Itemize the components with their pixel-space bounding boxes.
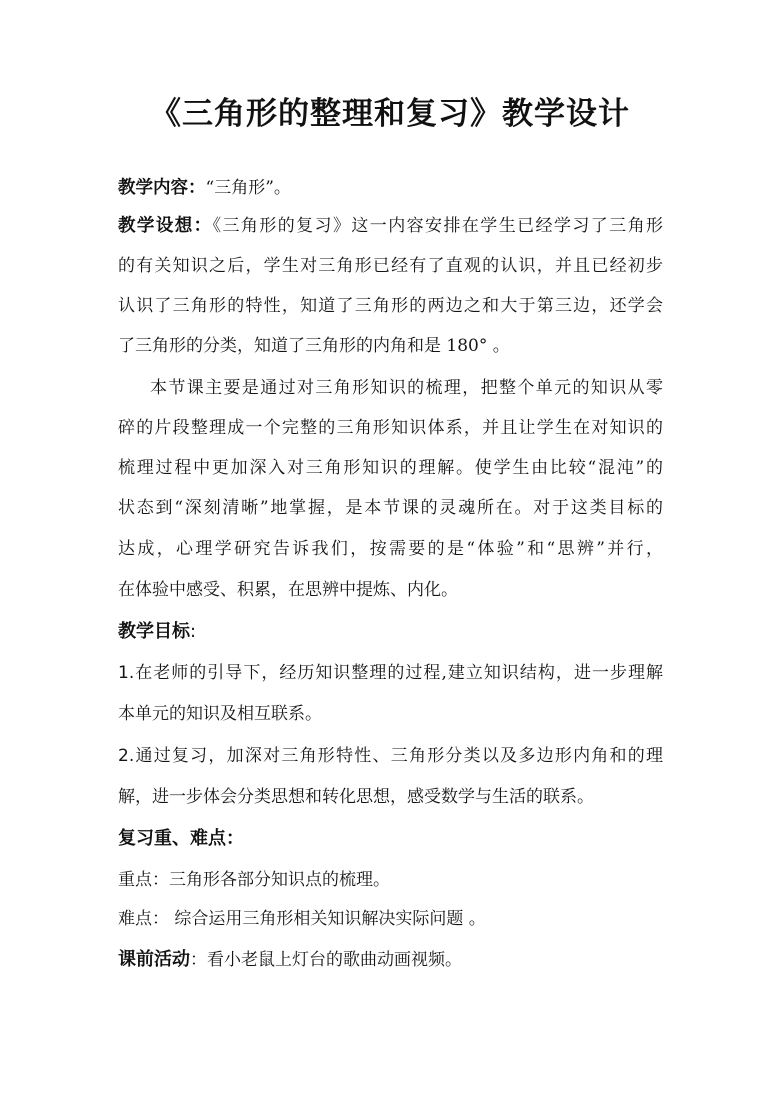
pre-class-activity-colon: ： bbox=[190, 950, 207, 970]
teaching-idea-line-4: 了三角形的分类，知道了三角形的内角和是 180° 。 bbox=[118, 336, 510, 356]
teaching-goals-heading bbox=[118, 619, 196, 645]
teaching-content-line bbox=[118, 176, 663, 200]
goal-1-text-1: 在老师的引导下，经历知识整理的过程,建立知识结构，进一步理解 bbox=[134, 663, 663, 683]
goal-1-number: 1. bbox=[118, 663, 135, 683]
key-points-heading: 复习重、难点： bbox=[118, 828, 244, 849]
teaching-goals-label: 教学目标 bbox=[118, 621, 190, 642]
teaching-idea-line-2: 的有关知识之后，学生对三角形已经有了直观的认识，并且已经初步 bbox=[118, 256, 663, 276]
pre-class-activity-text: 看小老鼠上灯台的歌曲动画视频。 bbox=[207, 950, 462, 970]
document-title: 《三角形的整理和复习》教学设计 bbox=[150, 96, 630, 132]
teaching-idea-text-1: 《三角形的复习》这一内容安排在学生已经学习了三角形 bbox=[212, 216, 664, 236]
paragraph-2-line-1: 本节课主要是通过对三角形知识的梳理，把整个单元的知识从零 bbox=[150, 378, 663, 398]
teaching-idea-line-3: 认识了三角形的特性，知道了三角形的两边之和大于第三边，还学会 bbox=[118, 296, 663, 316]
goal-2-line-2: 解，进一步体会分类思想和转化思想，感受数学与生活的联系。 bbox=[118, 787, 594, 807]
goal-1-line-1 bbox=[118, 661, 663, 685]
teaching-goals-colon: : bbox=[190, 621, 197, 642]
pre-class-activity-line bbox=[118, 948, 663, 972]
teaching-content-text: “三角形”。 bbox=[205, 178, 291, 198]
goal-2-text-1: 通过复习，加深对三角形特性、三角形分类以及多边形内角和的理 bbox=[134, 746, 663, 766]
paragraph-2-line-4: 状态到“深刻清晰”地掌握，是本节课的灵魂所在。对于这类目标的 bbox=[118, 498, 663, 518]
key-point-focus: 重点：三角形各部分知识点的梳理。 bbox=[118, 870, 390, 890]
teaching-idea-label: 教学设想： bbox=[118, 216, 213, 236]
goal-2-number: 2. bbox=[118, 746, 135, 766]
teaching-idea-line-1 bbox=[118, 214, 663, 238]
pre-class-activity-label: 课前活动 bbox=[118, 949, 190, 970]
paragraph-2-line-3: 梳理过程中更加深入对三角形知识的理解。使学生由比较“混沌”的 bbox=[118, 458, 663, 478]
paragraph-2-line-2: 碎的片段整理成一个完整的三角形知识体系，并且让学生在对知识的 bbox=[118, 418, 663, 438]
goal-2-line-1 bbox=[118, 744, 663, 768]
paragraph-2-line-6: 在体验中感受、积累，在思辨中提炼、内化。 bbox=[118, 580, 458, 600]
paragraph-2-line-5: 达成，心理学研究告诉我们，按需要的是“体验”和“思辨”并行， bbox=[118, 539, 663, 559]
goal-1-line-2: 本单元的知识及相互联系。 bbox=[118, 704, 322, 724]
key-point-difficulty: 难点： 综合运用三角形相关知识解决实际问题 。 bbox=[118, 909, 486, 929]
teaching-content-label: 教学内容： bbox=[118, 178, 206, 198]
